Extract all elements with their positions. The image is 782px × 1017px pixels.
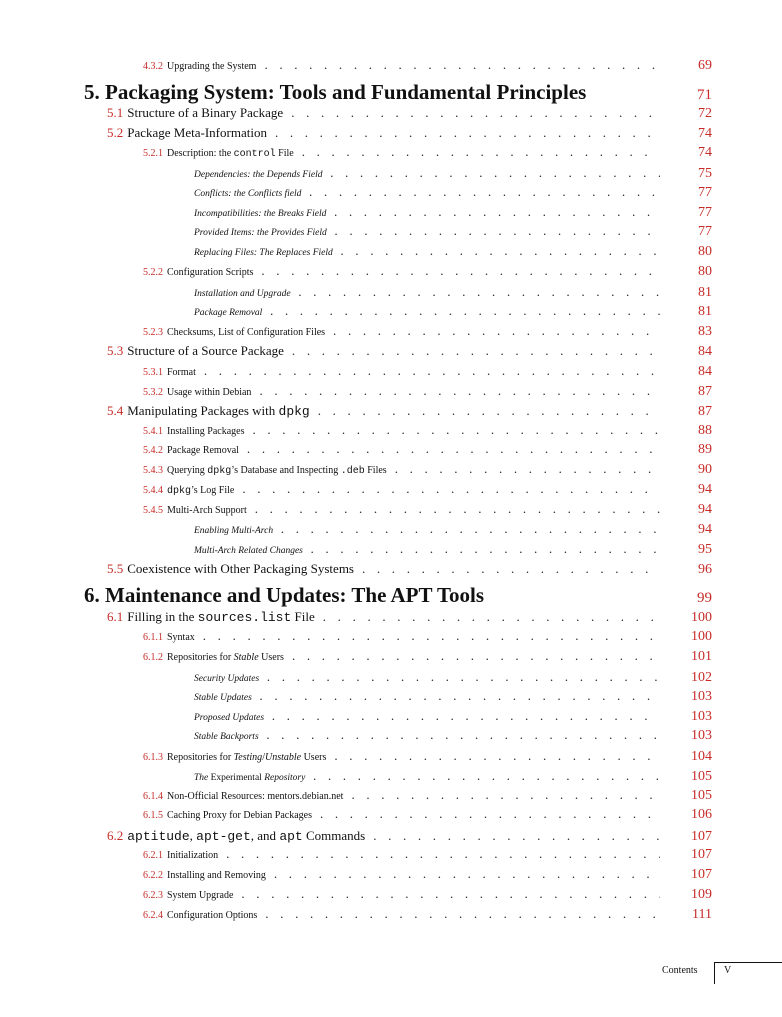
toc-entry[interactable] — [194, 166, 712, 182]
dot-leader — [275, 126, 660, 139]
toc-title-fragment: Package Meta-Information — [127, 125, 267, 140]
toc-entry[interactable] — [194, 224, 712, 240]
toc-entry-title — [107, 403, 310, 419]
toc-entry[interactable] — [143, 502, 712, 518]
dot-leader — [299, 285, 660, 298]
toc-page-number[interactable]: 77 — [698, 205, 712, 220]
toc-entry[interactable] — [143, 384, 712, 400]
toc-entry[interactable] — [107, 403, 712, 420]
toc-page-number[interactable]: 71 — [697, 87, 712, 103]
toc-title-fragment: Upgrading the System — [167, 61, 257, 72]
toc-title-fragment: Usage within Debian — [167, 387, 252, 398]
toc-title-fragment: apt-get — [196, 829, 251, 844]
toc-title-fragment: File — [275, 148, 294, 159]
toc-entry-title — [194, 546, 303, 556]
toc-entry[interactable] — [194, 709, 712, 725]
dot-leader — [252, 423, 660, 436]
footer-label: Contents — [662, 965, 698, 976]
toc-entry[interactable] — [143, 145, 712, 161]
dot-leader — [226, 847, 660, 860]
toc-entry-title — [143, 910, 257, 921]
toc-entry-number: 6.2 — [107, 828, 124, 843]
dot-leader — [203, 629, 660, 642]
toc-entry-number: 5.2.2 — [143, 267, 163, 278]
footer-rule — [714, 962, 782, 963]
toc-entry-title — [194, 248, 333, 258]
toc-entry-number: 6.1.1 — [143, 632, 163, 643]
dot-leader — [261, 264, 660, 277]
toc-entry-number: 5.4.4 — [143, 485, 163, 496]
toc-page-number[interactable]: 80 — [698, 244, 712, 259]
toc-title-fragment: .deb — [340, 466, 365, 477]
toc-page-number[interactable]: 94 — [698, 502, 712, 517]
toc-entry[interactable] — [143, 907, 712, 923]
toc-title-fragment: control — [233, 149, 276, 160]
toc-page-number[interactable]: 94 — [698, 482, 712, 497]
toc-title-fragment: Packaging System: Tools and Fundamental Principles — [105, 80, 587, 104]
toc-entry[interactable] — [84, 583, 712, 608]
toc-entry-title — [84, 80, 586, 105]
toc-entry-number: 6.2.4 — [143, 910, 163, 921]
toc-entry[interactable] — [107, 609, 712, 626]
toc-entry-number: 6.1 — [107, 609, 124, 624]
toc-entry-title — [194, 170, 322, 180]
toc-entry-number: 5.2.1 — [143, 148, 163, 159]
toc-page-number[interactable]: 77 — [698, 224, 712, 239]
toc-entry-title — [194, 289, 291, 299]
toc-title-fragment: Checksums, List of Configuration Files — [167, 327, 326, 338]
toc-entry[interactable] — [107, 125, 712, 142]
dot-leader — [302, 145, 660, 158]
toc-page-number[interactable]: 74 — [698, 126, 712, 141]
toc-title-fragment: aptitude — [127, 829, 190, 844]
toc-entry-number: 6.1.4 — [143, 791, 163, 802]
toc-page-number[interactable]: 109 — [691, 887, 712, 902]
toc-entry-number: 5.3.1 — [143, 367, 163, 378]
toc-page-number[interactable]: 94 — [698, 522, 712, 537]
toc-title-fragment: Multi-Arch Support — [167, 505, 247, 516]
toc-title-fragment: Filling in the — [127, 609, 198, 624]
toc-title-fragment: Testing — [233, 752, 263, 763]
dot-leader — [395, 462, 660, 475]
toc-page-number[interactable]: 87 — [698, 384, 712, 399]
toc-page-number[interactable]: 100 — [691, 629, 712, 644]
toc-entry-title — [107, 828, 365, 844]
toc-title-fragment: Stable Updates — [194, 693, 252, 703]
dot-leader — [265, 907, 660, 920]
toc-title-fragment: Stable Backports — [194, 732, 259, 742]
toc-entry-title — [107, 561, 354, 577]
toc-entry[interactable] — [194, 769, 712, 785]
toc-title-fragment: Syntax — [167, 632, 195, 643]
toc-entry-title — [194, 773, 305, 783]
toc-entry-title — [143, 791, 343, 802]
toc-entry[interactable] — [194, 304, 712, 320]
dot-leader — [341, 244, 660, 257]
toc-title-fragment: Package Removal — [194, 308, 263, 318]
toc-entry[interactable] — [194, 522, 712, 538]
toc-entry[interactable] — [107, 105, 712, 122]
toc-title-fragment: Installation and Upgrade — [194, 289, 291, 299]
toc-page-number[interactable]: 103 — [691, 709, 712, 724]
toc-title-fragment: Configuration Scripts — [167, 267, 254, 278]
toc-entry-number: 5.4.5 — [143, 505, 163, 516]
toc-title-fragment: Enabling Multi-Arch — [194, 526, 274, 536]
toc-title-fragment: Non-Official Resources: mentors.debian.net — [167, 791, 344, 802]
toc-entry-number: 5.5 — [107, 561, 124, 576]
toc-title-fragment: Structure of a Binary Package — [127, 105, 284, 120]
toc-page-number[interactable]: 84 — [698, 364, 712, 379]
toc-entry[interactable] — [143, 482, 712, 498]
toc-entry-title — [143, 367, 196, 378]
toc-entry-number: 6.2.3 — [143, 890, 163, 901]
toc-entry-number: 5.2 — [107, 125, 124, 140]
dot-leader — [272, 709, 660, 722]
toc-entry[interactable] — [143, 462, 712, 478]
toc-title-fragment: / — [262, 752, 265, 763]
toc-title-fragment: Users — [301, 752, 327, 763]
toc-entry-number: 5.3.2 — [143, 387, 163, 398]
toc-entry-title — [143, 61, 256, 72]
toc-page-number[interactable]: 74 — [698, 145, 712, 160]
dot-leader — [270, 304, 660, 317]
toc-entry-title — [143, 890, 233, 901]
toc-title-fragment: Repositories for — [167, 652, 234, 663]
dot-leader — [241, 887, 660, 900]
footer-divider — [714, 962, 715, 984]
toc-entry[interactable] — [143, 847, 712, 863]
dot-leader — [274, 867, 660, 880]
toc-entry[interactable] — [143, 749, 712, 765]
toc-page-number[interactable]: 102 — [691, 670, 712, 685]
toc-page-number[interactable]: 104 — [691, 749, 712, 764]
toc-entry[interactable] — [143, 364, 712, 380]
toc-title-fragment: Replacing Files: The Replaces Field — [194, 248, 333, 258]
toc-entry-title — [107, 105, 283, 121]
toc-page-number[interactable]: 77 — [698, 185, 712, 200]
toc-entry-title — [194, 732, 259, 742]
toc-page-number[interactable]: 69 — [698, 58, 712, 73]
toc-entry[interactable] — [194, 205, 712, 221]
toc-title-fragment: Unstable — [264, 752, 302, 763]
toc-title-fragment: Description: the — [167, 148, 234, 159]
toc-entry-title — [143, 267, 253, 278]
toc-entry-number: 5.4.2 — [143, 445, 163, 456]
toc-entry[interactable] — [194, 670, 712, 686]
dot-leader — [255, 502, 660, 515]
toc-page-number[interactable]: 106 — [691, 807, 712, 822]
toc-entry-number: 6.2.2 — [143, 870, 163, 881]
toc-page-number[interactable]: 111 — [692, 907, 712, 922]
dot-leader — [330, 166, 660, 179]
toc-page-number[interactable]: 107 — [691, 867, 712, 882]
dot-leader — [373, 829, 660, 842]
dot-leader — [318, 404, 660, 417]
toc-title-fragment: Conflicts: the Conflicts field — [194, 189, 302, 199]
dot-leader — [362, 562, 660, 575]
dot-leader — [334, 749, 660, 762]
toc-title-fragment: dpkg — [278, 404, 310, 419]
toc-title-fragment: sources.list — [197, 610, 292, 625]
toc-page-number[interactable]: 103 — [691, 689, 712, 704]
toc-entry-number: 6.1.2 — [143, 652, 163, 663]
toc-page-number[interactable]: 105 — [691, 788, 712, 803]
toc-title-fragment: Format — [167, 367, 196, 378]
dot-leader — [264, 58, 660, 71]
toc-page-number[interactable]: 90 — [698, 462, 712, 477]
dot-leader — [267, 728, 660, 741]
toc-entry[interactable] — [143, 264, 712, 280]
toc-page-number[interactable]: 105 — [691, 769, 712, 784]
toc-page-number[interactable]: 99 — [697, 590, 712, 606]
toc-title-fragment: , and — [250, 828, 280, 843]
toc-entry-title — [143, 485, 234, 497]
dot-leader — [309, 185, 660, 198]
toc-entry-title — [143, 148, 294, 160]
toc-entry-title — [194, 693, 252, 703]
dot-leader — [204, 364, 660, 377]
toc-entry-title — [143, 810, 312, 821]
toc-entry[interactable] — [143, 867, 712, 883]
toc-title-fragment: Multi-Arch Related Changes — [194, 546, 303, 556]
toc-page-number[interactable]: 101 — [691, 649, 712, 664]
toc-entry-title — [194, 228, 327, 238]
toc-entry-title — [107, 125, 267, 141]
toc-entry-title — [194, 674, 259, 684]
toc-title-fragment: System Upgrade — [167, 890, 234, 901]
toc-entry-number: 5.3 — [107, 343, 124, 358]
dot-leader — [292, 649, 660, 662]
dot-leader — [242, 482, 660, 495]
dot-leader — [281, 522, 660, 535]
toc-entry-number: 5.4.1 — [143, 426, 163, 437]
toc-title-fragment: ’s Log File — [191, 485, 235, 496]
dot-leader — [311, 542, 660, 555]
toc-page-number[interactable]: 72 — [698, 106, 712, 121]
toc-title-fragment: Dependencies: the Depends Field — [194, 170, 323, 180]
dot-leader — [267, 670, 660, 683]
toc-entry[interactable] — [107, 828, 712, 845]
toc-entry-number: 5.4 — [107, 403, 124, 418]
toc-page-number[interactable]: 107 — [691, 829, 712, 844]
toc-title-fragment: Maintenance and Updates: The APT Tools — [105, 583, 485, 607]
toc-title-fragment: Initialization — [167, 850, 219, 861]
toc-title-fragment: Package Removal — [167, 445, 239, 456]
toc-title-fragment: apt — [279, 829, 303, 844]
toc-page-number[interactable]: 80 — [698, 264, 712, 279]
toc-title-fragment: File — [291, 609, 315, 624]
dot-leader — [260, 689, 660, 702]
dot-leader — [334, 205, 660, 218]
toc-entry-title — [143, 445, 239, 456]
toc-title-fragment: Installing and Removing — [167, 870, 266, 881]
toc-entry[interactable] — [143, 423, 712, 439]
toc-entry[interactable] — [107, 561, 712, 578]
toc-entry-title — [143, 426, 244, 437]
toc-page-number[interactable]: 75 — [698, 166, 712, 181]
toc-title-fragment: Querying — [167, 465, 208, 476]
toc-title-fragment: Manipulating Packages with — [127, 403, 279, 418]
toc-entry[interactable] — [143, 442, 712, 458]
toc-page-number[interactable]: 81 — [698, 285, 712, 300]
toc-entry-number: 5.4.3 — [143, 465, 163, 476]
dot-leader — [320, 807, 660, 820]
toc-entry-title — [143, 850, 218, 861]
toc-entry[interactable] — [84, 80, 712, 105]
toc-entry-title — [84, 583, 484, 608]
toc-entry-number: 6.1.5 — [143, 810, 163, 821]
toc-title-fragment: Stable — [233, 652, 259, 663]
toc-entry[interactable] — [194, 542, 712, 558]
toc-entry[interactable] — [143, 58, 712, 74]
toc-entry[interactable] — [143, 324, 712, 340]
toc-entry-title — [143, 752, 326, 763]
toc-entry-number: 6.1.3 — [143, 752, 163, 763]
toc-entry[interactable] — [143, 629, 712, 645]
dot-leader — [247, 442, 660, 455]
toc-entry-title — [194, 189, 301, 199]
toc-title-fragment: Caching Proxy for Debian Packages — [167, 810, 312, 821]
dot-leader — [323, 610, 660, 623]
dot-leader — [313, 769, 660, 782]
toc-entry-title — [194, 526, 273, 536]
toc-entry-title — [143, 632, 195, 643]
toc-title-fragment: Files — [364, 465, 387, 476]
toc-title-fragment: ’s Database and Inspecting — [231, 465, 341, 476]
toc-entry-number: 6. — [84, 583, 100, 607]
toc-entry-title — [143, 387, 251, 398]
toc-entry-number: 5. — [84, 80, 100, 104]
toc-page-number[interactable]: 81 — [698, 304, 712, 319]
toc-entry[interactable] — [107, 343, 712, 360]
toc-entry-title — [194, 713, 264, 723]
toc-entry-title — [107, 609, 315, 625]
toc-title-fragment: The — [194, 773, 211, 783]
dot-leader — [259, 384, 660, 397]
toc-title-fragment: Coexistence with Other Packaging Systems — [127, 561, 354, 576]
toc-entry-title — [143, 652, 284, 663]
toc-entry-title — [107, 343, 284, 359]
toc-entry[interactable] — [194, 689, 712, 705]
toc-page-number[interactable]: 103 — [691, 728, 712, 743]
toc-title-fragment: Configuration Options — [167, 910, 258, 921]
toc-entry-title — [194, 209, 326, 219]
toc-entry-title — [194, 308, 262, 318]
toc-title-fragment: Users — [258, 652, 284, 663]
dot-leader — [291, 106, 660, 119]
toc-entry[interactable] — [194, 244, 712, 260]
toc-title-fragment: dpkg — [207, 466, 232, 477]
toc-entry[interactable] — [143, 887, 712, 903]
toc-title-fragment: dpkg — [167, 486, 192, 497]
toc-entry-title — [143, 465, 387, 477]
toc-entry-number: 5.1 — [107, 105, 124, 120]
toc-page-number[interactable]: 88 — [698, 423, 712, 438]
toc-title-fragment: , — [189, 828, 197, 843]
dot-leader — [292, 344, 660, 357]
toc-title-fragment: Structure of a Source Package — [127, 343, 284, 358]
toc-entry-title — [143, 505, 247, 516]
toc-page-number[interactable]: 96 — [698, 562, 712, 577]
toc-entry-title — [143, 327, 325, 338]
toc-title-fragment: Security Updates — [194, 674, 260, 684]
dot-leader — [351, 788, 660, 801]
toc-page-number[interactable]: 95 — [698, 542, 712, 557]
toc-title-fragment: Installing Packages — [167, 426, 245, 437]
dot-leader — [335, 224, 660, 237]
toc-page-number[interactable]: 89 — [698, 442, 712, 457]
toc-entry[interactable] — [194, 185, 712, 201]
footer-page-number: V — [724, 965, 732, 976]
toc-entry-number: 5.2.3 — [143, 327, 163, 338]
toc-page-number[interactable]: 87 — [698, 404, 712, 419]
toc-title-fragment: Proposed Updates — [194, 713, 265, 723]
toc-entry-number: 4.3.2 — [143, 61, 163, 72]
toc-entry-title — [143, 870, 266, 881]
toc-entry-number: 6.2.1 — [143, 850, 163, 861]
toc-page-number[interactable]: 84 — [698, 344, 712, 359]
toc-title-fragment: Commands — [302, 828, 366, 843]
toc-title-fragment: Incompatibilities: the Breaks Field — [194, 209, 327, 219]
toc-entry[interactable] — [194, 728, 712, 744]
toc-title-fragment: Provided Items: the Provides Field — [194, 228, 327, 238]
toc-title-fragment: Repositories for — [167, 752, 234, 763]
toc-page-number[interactable]: 107 — [691, 847, 712, 862]
toc-title-fragment: Experimental — [210, 773, 262, 783]
toc-entry[interactable] — [143, 807, 712, 823]
toc-page-number[interactable]: 100 — [691, 610, 712, 625]
toc-entry[interactable] — [143, 649, 712, 665]
toc-entry[interactable] — [194, 285, 712, 301]
toc-page-number[interactable]: 83 — [698, 324, 712, 339]
toc-entry[interactable] — [143, 788, 712, 804]
dot-leader — [333, 324, 660, 337]
toc-title-fragment: Repository — [261, 773, 306, 783]
